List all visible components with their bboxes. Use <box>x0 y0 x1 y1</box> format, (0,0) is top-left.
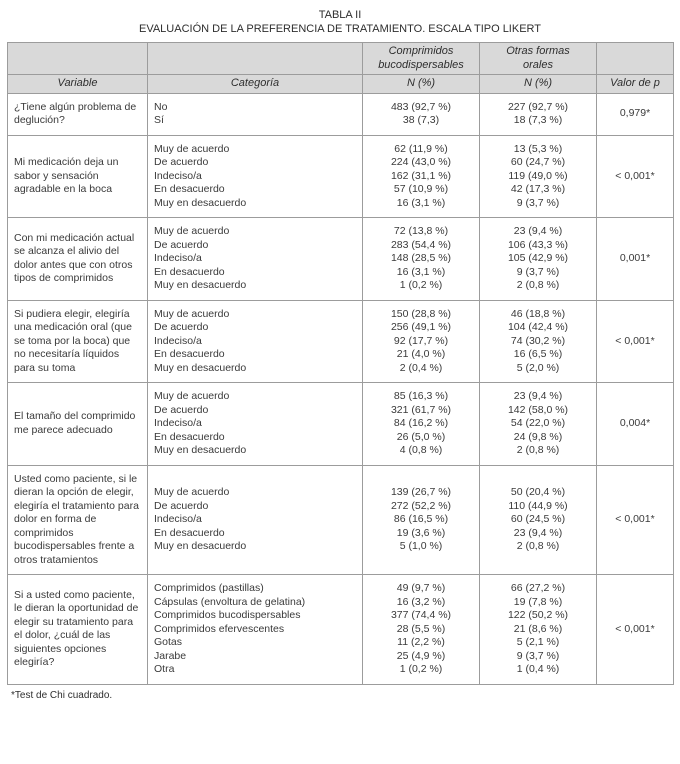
cell-line: 46 (18,8 %) <box>510 307 566 320</box>
cell-line: 272 (52,2 %) <box>390 499 452 512</box>
cell-line: 283 (54,4 %) <box>390 238 452 251</box>
cell-line: 104 (42,4 %) <box>507 321 569 333</box>
header-group-row <box>8 43 674 75</box>
cell-line: 38 (7,3) <box>402 114 440 126</box>
cell-line: Muy en desacuerdo <box>154 444 247 456</box>
cell-line: 25 (4,9 %) <box>396 649 446 662</box>
cell-line: 122 (50,2 %) <box>507 609 569 621</box>
cell-line: No <box>154 100 168 113</box>
header-variable: Variable <box>8 75 148 94</box>
cell-line: 49 (9,7 %) <box>396 582 446 594</box>
header-group-otras <box>480 43 597 75</box>
p-value-cell: < 0,001* <box>597 465 674 575</box>
cell-line: En desacuerdo <box>154 348 225 360</box>
cell-line: 2 (0,8 %) <box>516 279 560 291</box>
table-row <box>8 383 674 466</box>
cell-line: 142 (58,0 %) <box>507 403 569 416</box>
cell-line: 21 (8,6 %) <box>513 622 563 635</box>
cell-line: 9 (3,7 %) <box>516 265 560 278</box>
comprimidos-cell <box>363 383 480 466</box>
header-group-comprimidos <box>363 43 480 75</box>
cell-line: 86 (16,5 %) <box>393 513 449 525</box>
cell-line: 16 (3,2 %) <box>396 595 446 608</box>
comprimidos-cell <box>363 300 480 383</box>
otras-formas-cell <box>480 383 597 466</box>
variable-cell: Mi medicación deja un sabor y sensación agradable en la boca <box>8 135 148 218</box>
header-empty-categoria <box>148 43 363 75</box>
category-cell <box>148 383 363 466</box>
otras-formas-cell <box>480 300 597 383</box>
otras-formas-cell <box>480 465 597 575</box>
category-cell <box>148 465 363 575</box>
table-row <box>8 465 674 575</box>
cell-line: 5 (1,0 %) <box>399 540 443 552</box>
cell-line: 1 (0,4 %) <box>516 663 560 675</box>
comprimidos-cell <box>363 135 480 218</box>
cell-line: Indeciso/a <box>154 252 202 264</box>
cell-line: 23 (9,4 %) <box>513 390 563 402</box>
cell-line: 50 (20,4 %) <box>510 486 566 498</box>
cell-line: Comprimidos bucodispersables <box>154 609 301 621</box>
cell-line: 62 (11,9 %) <box>394 142 448 155</box>
cell-line: 18 (7,3 %) <box>513 114 563 126</box>
variable-cell: Con mi medicación actual se alcanza el alivio del dolor antes que con otros tipos de comprimidos <box>8 218 148 301</box>
cell-line: 72 (13,8 %) <box>393 225 449 237</box>
cell-line: 21 (4,0 %) <box>396 348 446 360</box>
otras-formas-cell <box>480 218 597 301</box>
variable-cell: Si pudiera elegir, elegiría una medicación oral (que se toma por la boca) que no necesitaría líquidos para su toma <box>8 300 148 383</box>
cell-line: De acuerdo <box>154 156 209 168</box>
cell-line: 19 (7,8 %) <box>513 595 563 608</box>
header-valor-p: Valor de p <box>597 75 674 94</box>
category-cell <box>148 300 363 383</box>
comprimidos-cell <box>363 575 480 685</box>
category-cell <box>148 218 363 301</box>
cell-line: Cápsulas (envoltura de gelatina) <box>154 595 306 608</box>
p-value-cell: < 0,001* <box>597 300 674 383</box>
otras-formas-cell <box>480 575 597 685</box>
header-categoria: Categoría <box>148 75 363 94</box>
comprimidos-cell <box>363 465 480 575</box>
cell-line: Muy de acuerdo <box>154 142 230 155</box>
cell-line: 16 (3,1 %) <box>396 196 446 209</box>
cell-line: 321 (61,7 %) <box>390 403 452 416</box>
cell-line: 106 (43,3 %) <box>507 238 569 251</box>
cell-line: Muy de acuerdo <box>154 486 230 498</box>
cell-line: Muy en desacuerdo <box>154 196 247 209</box>
cell-line: Muy de acuerdo <box>154 390 230 402</box>
header-n-comprimidos: N (%) <box>363 75 480 94</box>
cell-line: 150 (28,8 %) <box>390 307 452 320</box>
cell-line: En desacuerdo <box>154 265 225 278</box>
cell-line: 23 (9,4 %) <box>513 526 563 539</box>
category-cell <box>148 575 363 685</box>
table-row <box>8 575 674 685</box>
cell-line: Sí <box>154 114 164 126</box>
cell-line: 5 (2,0 %) <box>516 361 560 374</box>
cell-line: Muy en desacuerdo <box>154 540 247 552</box>
cell-line: 224 (43,0 %) <box>390 156 452 168</box>
header-n-otras: N (%) <box>480 75 597 94</box>
variable-cell: ¿Tiene algún problema de deglución? <box>8 93 148 135</box>
cell-line: 256 (49,1 %) <box>390 321 452 333</box>
cell-line: 9 (3,7 %) <box>516 649 560 662</box>
table-caption: EVALUACIÓN DE LA PREFERENCIA DE TRATAMIENTO. ESCALA TIPO LIKERT <box>138 23 542 35</box>
cell-line: De acuerdo <box>154 321 209 333</box>
header-row <box>8 75 674 94</box>
cell-line: 1 (0,2 %) <box>399 663 443 675</box>
cell-line: 16 (3,1 %) <box>396 265 446 278</box>
cell-line: 148 (28,5 %) <box>390 252 452 264</box>
p-value-cell: < 0,001* <box>597 135 674 218</box>
cell-line: En desacuerdo <box>154 526 225 539</box>
cell-line: 84 (16,2 %) <box>393 417 449 429</box>
category-cell <box>148 93 363 135</box>
p-value-cell: < 0,001* <box>597 575 674 685</box>
category-cell <box>148 135 363 218</box>
cell-line: 26 (5,0 %) <box>396 430 446 443</box>
cell-line: 9 (3,7 %) <box>516 196 560 209</box>
cell-line: 5 (2,1 %) <box>516 636 560 648</box>
cell-line: 483 (92,7 %) <box>390 100 452 113</box>
p-value-cell: 0,001* <box>597 218 674 301</box>
header-group-comprimidos-line2: bucodispersables <box>378 58 464 71</box>
cell-line: 74 (30,2 %) <box>510 334 566 347</box>
table-row <box>8 93 674 135</box>
cell-line: 2 (0,8 %) <box>516 540 560 552</box>
table-row <box>8 218 674 301</box>
cell-line: 2 (0,8 %) <box>516 444 560 456</box>
cell-line: Indeciso/a <box>154 513 202 525</box>
variable-cell: Usted como paciente, si le dieran la opción de elegir, elegiría el tratamiento para dolor en forma de comprimidos bucodispersables frente a otros tratamientos <box>8 465 148 575</box>
cell-line: 85 (16,3 %) <box>393 390 449 402</box>
cell-line: 66 (27,2 %) <box>510 582 566 594</box>
cell-line: 60 (24,5 %) <box>510 513 566 525</box>
title-block <box>7 8 673 36</box>
cell-line: 23 (9,4 %) <box>513 225 563 237</box>
cell-line: 1 (0,2 %) <box>399 279 443 291</box>
header-group-otras-line1: Otras formas <box>506 45 570 57</box>
cell-line: 13 (5,3 %) <box>513 142 563 155</box>
cell-line: Muy de acuerdo <box>154 307 230 320</box>
comprimidos-cell <box>363 218 480 301</box>
cell-line: 162 (31,1 %) <box>390 169 452 182</box>
otras-formas-cell <box>480 93 597 135</box>
cell-line: 54 (22,0 %) <box>510 417 566 429</box>
cell-line: Muy en desacuerdo <box>154 279 247 291</box>
cell-line: De acuerdo <box>154 403 209 416</box>
cell-line: 227 (92,7 %) <box>507 100 569 113</box>
cell-line: 57 (10,9 %) <box>393 183 449 195</box>
cell-line: Indeciso/a <box>154 334 202 347</box>
header-empty-p <box>597 43 674 75</box>
cell-line: Indeciso/a <box>154 417 202 429</box>
cell-line: Muy de acuerdo <box>154 225 230 237</box>
comprimidos-cell <box>363 93 480 135</box>
cell-line: 24 (9,8 %) <box>513 430 563 443</box>
cell-line: 105 (42,9 %) <box>507 252 569 264</box>
otras-formas-cell <box>480 135 597 218</box>
p-value-cell: 0,979* <box>597 93 674 135</box>
cell-line: 92 (17,7 %) <box>393 334 449 347</box>
table-row <box>8 135 674 218</box>
likert-table <box>7 42 674 685</box>
table-row <box>8 300 674 383</box>
cell-line: 16 (6,5 %) <box>513 348 563 360</box>
cell-line: 42 (17,3 %) <box>510 183 566 195</box>
cell-line: De acuerdo <box>154 499 209 512</box>
cell-line: Indeciso/a <box>154 169 202 182</box>
cell-line: De acuerdo <box>154 238 209 251</box>
cell-line: En desacuerdo <box>154 183 225 195</box>
header-group-otras-line2: orales <box>523 58 553 71</box>
cell-line: 2 (0,4 %) <box>399 361 443 374</box>
cell-line: 139 (26,7 %) <box>390 486 452 498</box>
cell-line: Jarabe <box>154 649 187 662</box>
table-body <box>8 93 674 684</box>
cell-line: Comprimidos efervescentes <box>154 622 285 635</box>
cell-line: 28 (5,5 %) <box>396 622 446 635</box>
table-number: TABLA II <box>318 9 362 21</box>
variable-cell: Si a usted como paciente, le dieran la oportunidad de elegir su tratamiento para el dolor, ¿cuál de las siguientes opciones elegiría? <box>8 575 148 685</box>
cell-line: Gotas <box>154 636 183 648</box>
cell-line: Muy en desacuerdo <box>154 361 247 374</box>
header-group-comprimidos-line1: Comprimidos <box>388 45 454 57</box>
cell-line: 4 (0,8 %) <box>399 444 443 456</box>
header-empty-variable <box>8 43 148 75</box>
cell-line: 19 (3,6 %) <box>396 526 446 539</box>
footnote: *Test de Chi cuadrado. <box>11 689 113 701</box>
cell-line: 377 (74,4 %) <box>390 609 452 621</box>
cell-line: 11 (2,2 %) <box>397 636 445 648</box>
p-value-cell: 0,004* <box>597 383 674 466</box>
variable-cell: El tamaño del comprimido me parece adecuado <box>8 383 148 466</box>
cell-line: En desacuerdo <box>154 430 225 443</box>
cell-line: 60 (24,7 %) <box>510 156 566 168</box>
cell-line: 110 (44,9 %) <box>508 499 568 512</box>
cell-line: Comprimidos (pastillas) <box>154 582 264 594</box>
cell-line: Otra <box>154 663 175 675</box>
cell-line: 119 (49,0 %) <box>508 169 568 182</box>
